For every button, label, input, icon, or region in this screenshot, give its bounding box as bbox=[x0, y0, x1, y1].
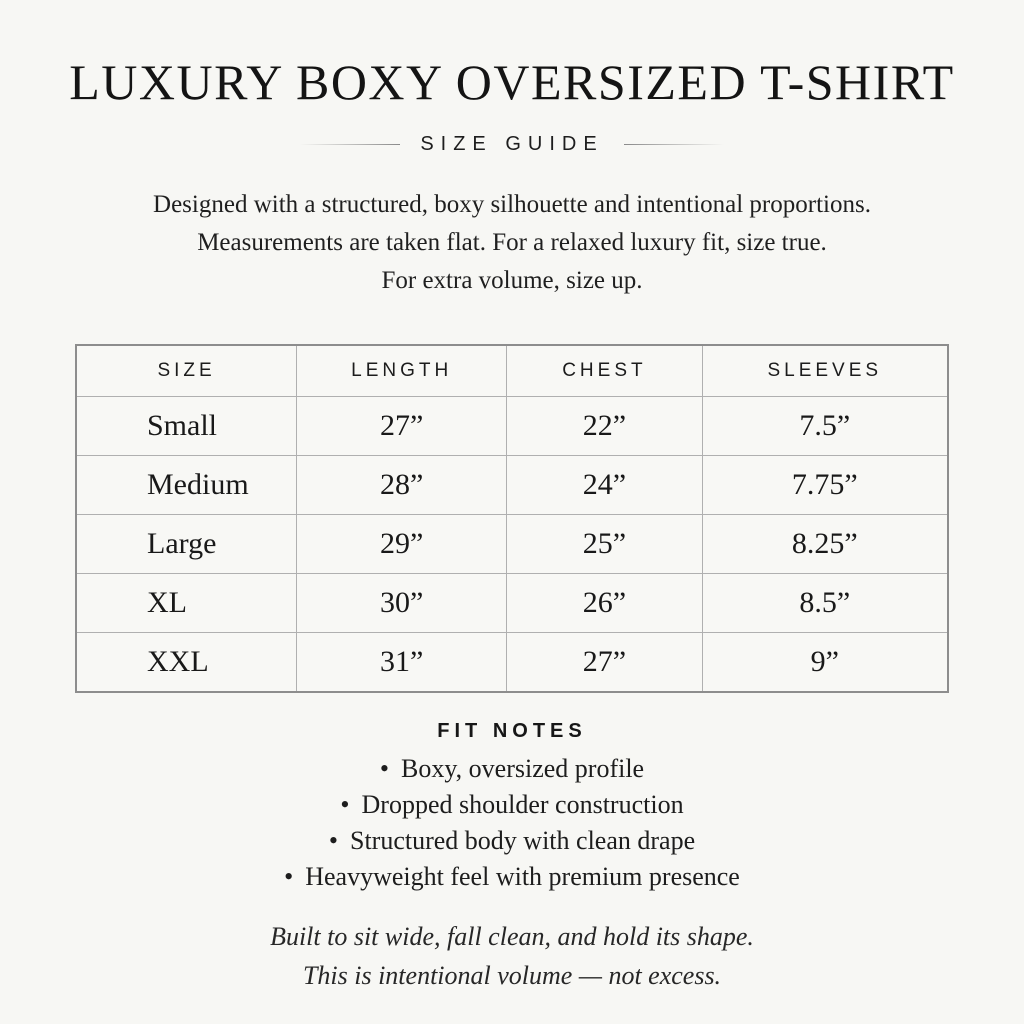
table-row-medium bbox=[76, 455, 948, 514]
sleeves-cell: 7.5” bbox=[702, 396, 948, 455]
sleeves-cell: 8.25” bbox=[702, 514, 948, 573]
size-cell: Medium bbox=[76, 455, 297, 514]
size-table-header-row bbox=[76, 345, 948, 397]
chest-cell: 24” bbox=[507, 455, 702, 514]
chest-cell: 27” bbox=[507, 632, 702, 692]
column-header-size: SIZE bbox=[76, 345, 297, 397]
fit-note-text: Dropped shoulder construction bbox=[361, 789, 684, 819]
size-table bbox=[75, 344, 949, 693]
subtitle-rule-left bbox=[300, 144, 400, 145]
footer-line-2: This is intentional volume — not excess. bbox=[302, 960, 722, 990]
chest-cell: 22” bbox=[507, 396, 702, 455]
chest-cell: 25” bbox=[507, 514, 702, 573]
bullet-icon: • bbox=[284, 861, 294, 891]
table-row-small bbox=[76, 396, 948, 455]
intro-line-3: For extra volume, size up. bbox=[381, 266, 643, 294]
fit-note-text: Boxy, oversized profile bbox=[401, 753, 645, 783]
column-header-sleeves: SLEEVES bbox=[702, 345, 948, 397]
table-row-large bbox=[76, 514, 948, 573]
intro-line-2: Measurements are taken flat. For a relaxed luxury fit, size true. bbox=[197, 228, 827, 256]
sleeves-cell: 7.75” bbox=[702, 455, 948, 514]
table-row-xxl bbox=[76, 632, 948, 692]
fit-note-text: Structured body with clean drape bbox=[350, 825, 696, 855]
chest-cell: 26” bbox=[507, 573, 702, 632]
fit-note-item bbox=[0, 859, 1024, 895]
subtitle-row bbox=[0, 133, 1024, 156]
sleeves-cell: 9” bbox=[702, 632, 948, 692]
fit-note-text: Heavyweight feel with premium presence bbox=[305, 861, 740, 891]
length-cell: 29” bbox=[297, 514, 507, 573]
fit-note-item bbox=[0, 751, 1024, 787]
footer-note bbox=[0, 917, 1024, 995]
intro-paragraph bbox=[0, 186, 1024, 300]
page-title: LUXURY BOXY OVERSIZED T-SHIRT bbox=[69, 54, 955, 110]
length-cell: 31” bbox=[297, 632, 507, 692]
length-cell: 28” bbox=[297, 455, 507, 514]
length-cell: 30” bbox=[297, 573, 507, 632]
sleeves-cell: 8.5” bbox=[702, 573, 948, 632]
size-guide-subtitle: SIZE GUIDE bbox=[420, 132, 604, 155]
bullet-icon: • bbox=[340, 789, 350, 819]
intro-line-1: Designed with a structured, boxy silhouette and intentional proportions. bbox=[153, 190, 871, 218]
column-header-chest: CHEST bbox=[507, 345, 702, 397]
fit-notes-heading: FIT NOTES bbox=[437, 719, 587, 742]
length-cell: 27” bbox=[297, 396, 507, 455]
size-cell: Large bbox=[76, 514, 297, 573]
size-cell: XXL bbox=[76, 632, 297, 692]
column-header-length: LENGTH bbox=[297, 345, 507, 397]
bullet-icon: • bbox=[379, 753, 390, 783]
fit-notes-list bbox=[0, 751, 1024, 895]
fit-note-item bbox=[0, 823, 1024, 859]
table-row-xl bbox=[76, 573, 948, 632]
bullet-icon: • bbox=[328, 825, 338, 855]
fit-note-item bbox=[0, 787, 1024, 823]
size-cell: XL bbox=[76, 573, 297, 632]
size-cell: Small bbox=[76, 396, 297, 455]
subtitle-rule-right bbox=[624, 144, 724, 145]
footer-line-1: Built to sit wide, fall clean, and hold its shape. bbox=[270, 921, 754, 951]
